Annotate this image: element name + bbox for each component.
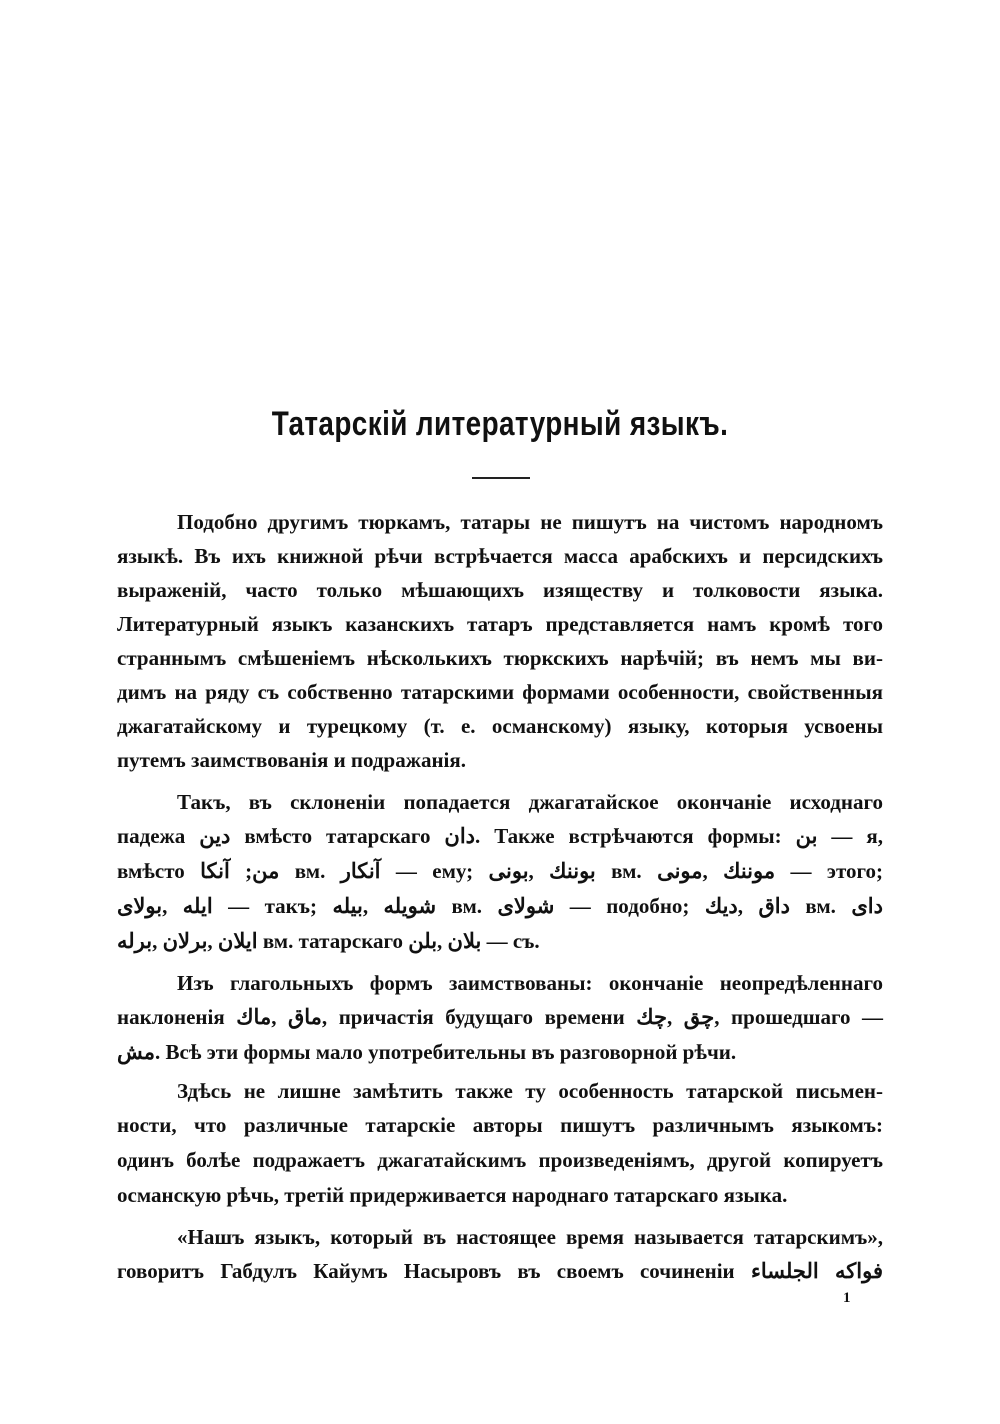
paragraph-4-line: одинъ болѣе подражаетъ джагатайскимъ произведеніямъ, другой копируетъ — [117, 1148, 883, 1172]
paragraph-1-line: путемъ заимствованія и подражанія. — [117, 748, 466, 772]
paragraph-1-line: димъ на ряду съ собственно татарскими формами особенности, свойственныя — [117, 680, 883, 704]
paragraph-2-line: ايله ,بولاى — такъ; شويله ,بيله вм. شولاى — подобно; داق ,ديك вм. داى — [117, 894, 883, 918]
paragraph-1-line: страннымъ смѣшеніемъ нѣсколькихъ тюркскихъ нарѣчій; въ немъ мы ви- — [117, 646, 883, 670]
paragraph-4-line: ности, что различные татарскіе авторы пишутъ различнымъ языкомъ: — [117, 1113, 883, 1137]
paragraph-5-line: говоритъ Габдулъ Кайумъ Насыровъ въ своемъ сочиненіи فواكه الجلساء — [117, 1259, 883, 1283]
paragraph-5-line: «Нашъ языкъ, который въ настоящее время называется татарскимъ», — [177, 1225, 883, 1249]
paragraph-1-line: джагатайскому и турецкому (т. е. османскому) языку, которыя усвоены — [117, 714, 883, 738]
paragraph-2-line: ايلان ,برلان ,برله вм. татарскаго بلان ,بلن — съ. — [117, 929, 540, 953]
page-title: Татарскій литературный языкъ. — [271, 405, 729, 443]
paragraph-1-line: Подобно другимъ тюркамъ, татары не пишутъ на чистомъ народномъ — [177, 510, 883, 534]
paragraph-2-line: Такъ, въ склоненіи попадается джагатайское окончаніе исходнаго — [177, 790, 883, 814]
paragraph-1-line: Литературный языкъ казанскихъ татаръ представляется намъ кромѣ того — [117, 612, 883, 636]
paragraph-1-line: выраженій, часто только мѣшающихъ изяществу и толковости языка. — [117, 578, 883, 602]
paragraph-4-line: Здѣсь не лишне замѣтить также ту особенность татарской письмен- — [177, 1079, 883, 1103]
paragraph-3-line: مش. Всѣ эти формы мало употребительны въ разговорной рѣчи. — [117, 1040, 737, 1064]
page-number: 1 — [843, 1290, 851, 1306]
paragraph-4-line: османскую рѣчь, третій придерживается народнаго татарскаго языка. — [117, 1183, 788, 1207]
paragraph-3-line: наклоненія ماق ,ماك, причастія будущаго времени چق ,چك, прошедшаго — — [117, 1005, 883, 1029]
paragraph-2-line: вмѣсто من; آنكا вм. آنكار — ему; بوننك ,بونى вм. موننك ,مونى — этого; — [117, 859, 883, 883]
paragraph-1-line: языкѣ. Въ ихъ книжной рѣчи встрѣчается масса арабскихъ и персидскихъ — [117, 544, 883, 568]
title-divider — [472, 477, 530, 479]
paragraph-2-line: падежа دين вмѣсто татарскаго دان. Также встрѣчаются формы: بن — я, — [117, 824, 883, 848]
paragraph-3-line: Изъ глагольныхъ формъ заимствованы: окончаніе неопредѣленнаго — [177, 971, 883, 995]
